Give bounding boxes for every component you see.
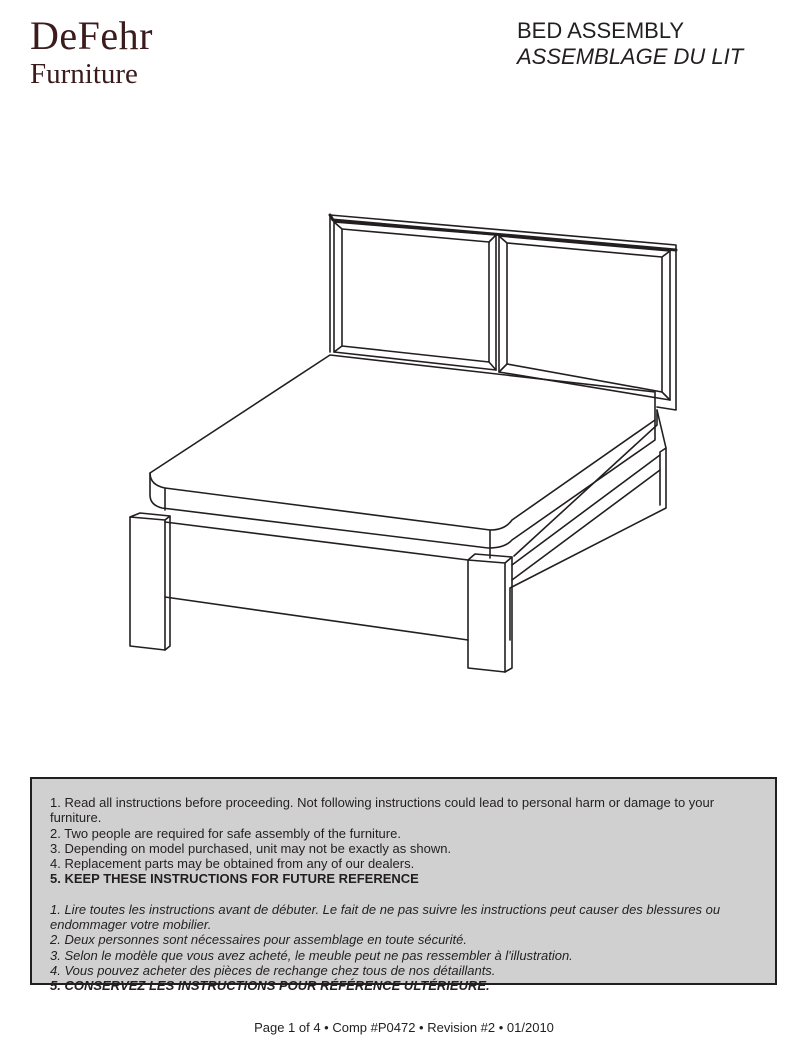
instruction-fr-3: 3. Selon le modèle que vous avez acheté, le meuble peut ne pas ressembler à l'illustration. [50,947,573,963]
instruction-en-3: 3. Depending on model purchased, unit may not be exactly as shown. [50,840,452,856]
instruction-en-5: 5. KEEP THESE INSTRUCTIONS FOR FUTURE REFERENCE [50,871,419,887]
instruction-fr-2: 2. Deux personnes sont nécessaires pour assemblage en toute sécurité. [50,932,467,948]
instruction-en-2: 2. Two people are required for safe assembly of the furniture. [50,825,401,841]
instruction-en-1: 1. Read all instructions before proceeding. Not following instructions could lead to personal harm or damage to your furniture. [50,795,715,826]
title-french: ASSEMBLAGE DU LIT [517,44,744,69]
footboard [130,513,512,672]
instruction-en-4: 4. Replacement parts may be obtained from any of our dealers. [50,856,415,872]
logo-line-2: Furniture [30,58,138,90]
instruction-fr-5: 5. CONSERVEZ LES INSTRUCTIONS POUR RÉFÉRENCE ULTÉRIEURE. [50,978,490,994]
instructions-box [30,777,777,994]
instruction-fr-4: 4. Vous pouvez acheter des pièces de rechange chez tous de nos détaillants. [50,962,496,978]
headboard [330,215,676,410]
title-english: BED ASSEMBLY [517,18,685,43]
instruction-fr-1: 1. Lire toutes les instructions avant de débuter. Le fait de ne pas suivre les instructions peut causer des blessures ou endommager votre mobilier. [50,901,721,933]
logo-line-1: DeFehr [30,13,153,58]
page-footer: Page 1 of 4 • Comp #P0472 • Revision #2 • 01/2010 [254,1020,554,1035]
